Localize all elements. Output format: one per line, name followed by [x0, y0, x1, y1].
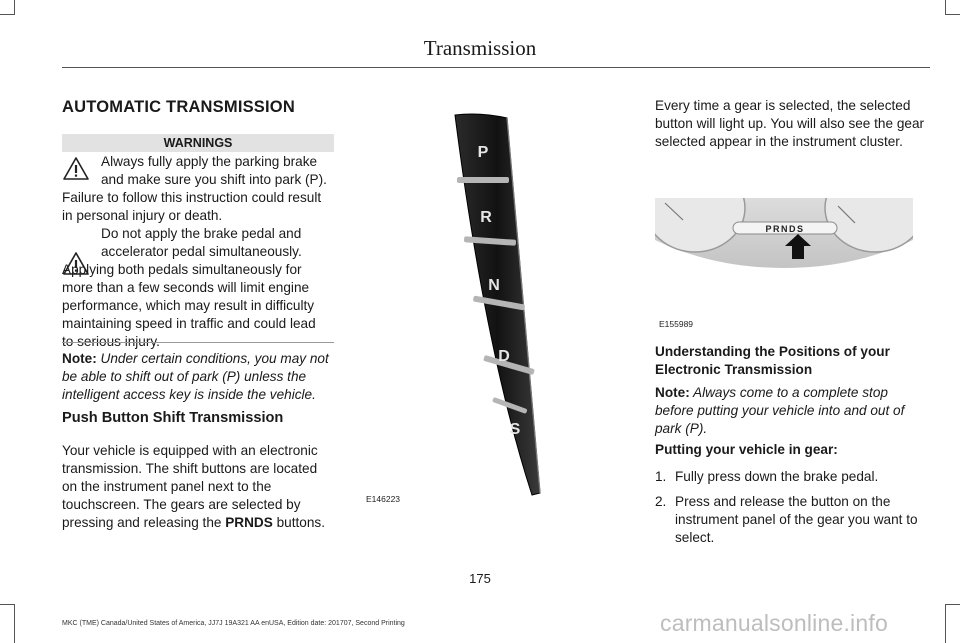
note-2-text: Always come to a complete stop	[689, 385, 888, 400]
instrument-cluster-illustration	[655, 198, 913, 282]
push-button-line: Your vehicle is equipped with an electronic	[62, 443, 318, 458]
prnds-label: PRNDS	[225, 515, 273, 530]
push-button-paragraph	[62, 442, 342, 532]
warning-2-line: Do not apply the brake pedal and	[101, 226, 302, 241]
step-1	[655, 468, 940, 488]
crop-mark-top-right	[945, 0, 960, 15]
gear-separator	[457, 177, 509, 183]
warning-2-line: performance, which may result in difficulty	[62, 298, 315, 313]
note-2-label: Note:	[655, 385, 690, 400]
note-2	[655, 384, 940, 438]
warning-2-line: accelerator pedal simultaneously.	[101, 244, 302, 259]
understanding-line: Understanding the Positions of your	[655, 344, 890, 359]
warning-1-line: Failure to follow this instruction could result	[62, 190, 322, 205]
gear-label: S	[509, 421, 521, 438]
push-button-line: touchscreen. The gears are selected by	[62, 497, 301, 512]
warning-2-line: Applying both pedals simultaneously for	[62, 262, 302, 277]
note-1-line	[62, 350, 342, 368]
right-intro-line: selected appear in the instrument cluster.	[655, 134, 903, 149]
gear-shifter-illustration	[445, 110, 555, 500]
warnings-heading: WARNINGS	[62, 134, 334, 152]
warning-1-intro	[101, 153, 327, 189]
section-title: AUTOMATIC TRANSMISSION	[62, 98, 295, 116]
figure-1-label: E146223	[366, 494, 401, 504]
figure-2-label: E155989	[659, 319, 694, 329]
push-button-line: transmission. The shift buttons are located	[62, 461, 318, 476]
understanding-line: Electronic Transmission	[655, 362, 813, 377]
note-1-line: intelligent access key is inside the vehicle.	[62, 387, 316, 402]
note-1-line: be able to shift out of park (P) unless the	[62, 369, 307, 384]
cluster-gear-indicator: PRNDS	[765, 224, 805, 234]
page-number: 175	[469, 571, 491, 586]
gear-label: N	[488, 277, 500, 294]
gear-label: R	[480, 209, 492, 226]
crop-mark-top-left	[0, 0, 15, 15]
step-text: Press and release the button on the	[675, 494, 891, 509]
push-button-line: on the instrument panel next to the	[62, 479, 272, 494]
warning-1-body	[62, 189, 321, 225]
push-button-line	[62, 514, 342, 532]
push-button-heading: Push Button Shift Transmission	[62, 410, 284, 426]
warning-2-line: more than a few seconds will limit engine	[62, 280, 310, 295]
gear-label: P	[477, 144, 489, 161]
note-1-label: Note:	[62, 351, 97, 366]
step-number: 1.	[655, 469, 667, 484]
putting-heading: Putting your vehicle in gear:	[655, 442, 838, 457]
right-intro-line: button will light up. You will also see the gear	[655, 116, 925, 131]
crop-mark-bottom-left	[0, 604, 15, 643]
step-2	[655, 493, 940, 549]
step-number: 2.	[655, 494, 667, 509]
note-2-line: park (P).	[655, 421, 708, 436]
page-header-title: Transmission	[423, 36, 537, 60]
gear-label: D	[498, 348, 510, 365]
warning-2-body	[62, 261, 316, 351]
push-button-text: pressing and releasing the	[62, 515, 226, 530]
step-text: select.	[675, 530, 715, 545]
footer-text: MKC (TME) Canada/United States of America, JJ7J 19A321 AA enUSA, Edition date: 201707, Second Printing	[62, 620, 405, 627]
warning-2-line: maintaining speed in traffic and could lead	[62, 316, 316, 331]
note-2-line	[655, 384, 940, 402]
right-intro	[655, 97, 940, 151]
step-text: instrument panel of the gear you want to	[675, 512, 918, 527]
warning-1-line: Always fully apply the parking brake	[101, 154, 318, 169]
note-1-text: Under certain conditions, you may not	[96, 351, 329, 366]
warning-2-intro	[101, 225, 302, 261]
push-button-text: buttons.	[272, 515, 325, 530]
header-rule	[62, 67, 930, 68]
warning-2-line: to serious injury.	[62, 334, 160, 349]
step-text-block	[675, 493, 918, 547]
warning-triangle-icon	[62, 156, 90, 182]
watermark: carmanualsonline.info	[660, 610, 888, 636]
note-2-line: before putting your vehicle into and out of	[655, 403, 905, 418]
warning-1-line: in personal injury or death.	[62, 208, 223, 223]
note-1	[62, 350, 342, 404]
warning-1-line: and make sure you shift into park (P).	[101, 172, 327, 187]
warnings-divider	[62, 342, 334, 343]
step-text: Fully press down the brake pedal.	[675, 469, 879, 484]
understanding-heading	[655, 343, 890, 379]
crop-mark-bottom-right	[945, 604, 960, 643]
right-intro-line: Every time a gear is selected, the selected	[655, 98, 911, 113]
